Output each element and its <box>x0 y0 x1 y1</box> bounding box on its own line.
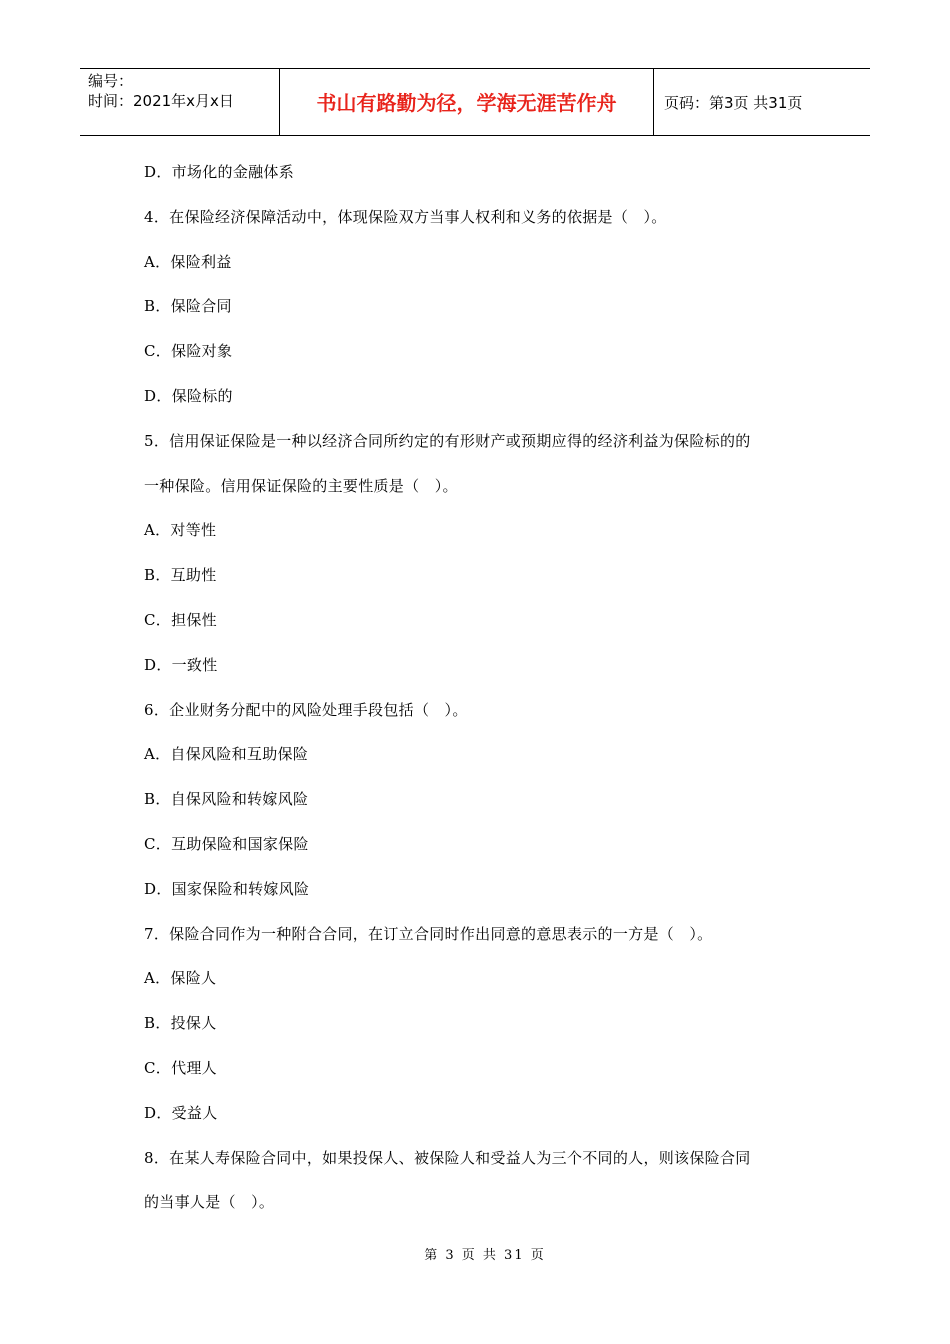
option-b: B．投保人 <box>144 1014 217 1033</box>
option-a: A．自保风险和互助保险 <box>144 745 309 764</box>
option-b: B．保险合同 <box>144 297 232 316</box>
option-d: D．受益人 <box>144 1103 218 1122</box>
question-5: 5．信用保证保险是一种以经济合同所约定的有形财产或预期应得的经济利益为保险标的的 <box>144 431 751 450</box>
header-meta <box>80 69 280 135</box>
option-c: C．保险对象 <box>144 342 233 361</box>
header-motto: 书山有路勤为径，学海无涯苦作舟 <box>280 69 654 135</box>
page-header <box>80 68 870 136</box>
option-a: A．保险利益 <box>144 252 232 271</box>
option-d: D．保险标的 <box>144 386 233 405</box>
header-page-info: 页码：第3页 共31页 <box>664 94 803 112</box>
question-7: 7．保险合同作为一种附合合同，在订立合同时作出同意的意思表示的一方是（ ）。 <box>144 924 713 943</box>
question-5-continued: 一种保险。信用保证保险的主要性质是（ ）。 <box>144 476 458 495</box>
option-c: C．代理人 <box>144 1058 217 1077</box>
question-8-continued: 的当事人是（ ）。 <box>144 1193 275 1212</box>
option-b: B．自保风险和转嫁风险 <box>144 790 309 809</box>
page-footer: 第 3 页 共 31 页 <box>424 1248 546 1263</box>
option-d: D．国家保险和转嫁风险 <box>144 879 310 898</box>
option-a: A．保险人 <box>144 969 217 988</box>
option-d: D．一致性 <box>144 655 218 674</box>
text-line: D．市场化的金融体系 <box>144 163 295 181</box>
document-body <box>144 150 824 1225</box>
date-label: 时间：2021年x月x日 <box>88 92 234 110</box>
option-b: B．互助性 <box>144 566 217 585</box>
serial-label: 编号： <box>88 72 134 90</box>
question-6: 6．企业财务分配中的风险处理手段包括（ ）。 <box>144 700 468 719</box>
option-c: C．担保性 <box>144 610 217 629</box>
option-c: C．互助保险和国家保险 <box>144 834 309 853</box>
question-8: 8．在某人寿保险合同中，如果投保人、被保险人和受益人为三个不同的人，则该保险合同 <box>144 1148 751 1167</box>
question-4: 4．在保险经济保障活动中，体现保险双方当事人权利和义务的依据是（ ）。 <box>144 207 667 226</box>
option-a: A．对等性 <box>144 521 217 540</box>
